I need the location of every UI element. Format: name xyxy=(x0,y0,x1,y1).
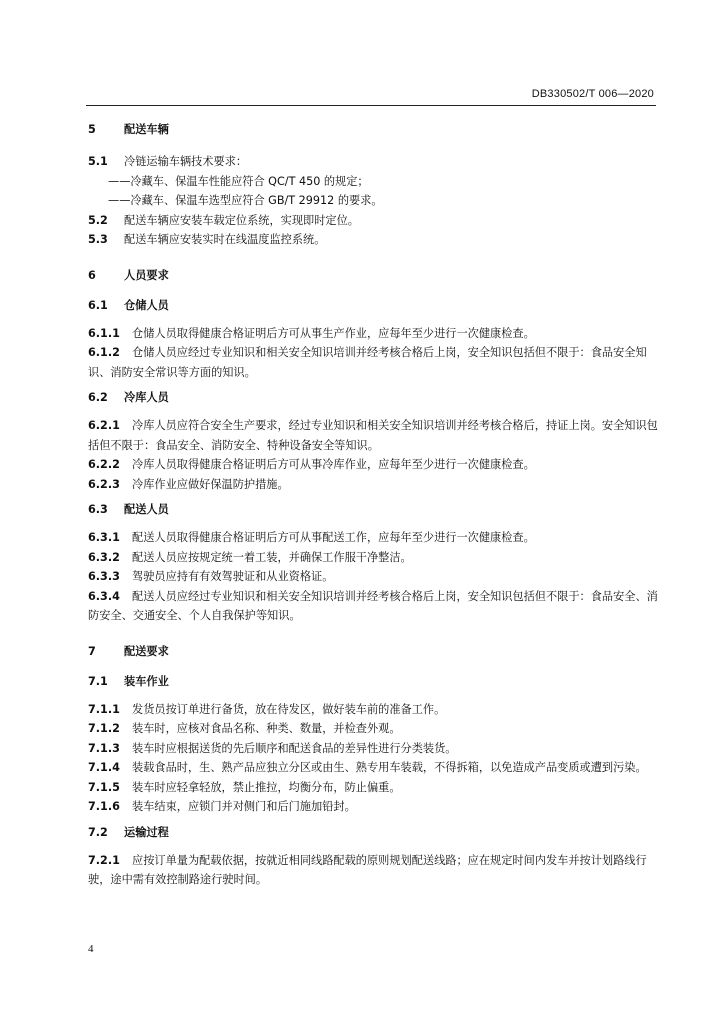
document-body xyxy=(88,112,658,890)
clause-text: 仓储人员应经过专业知识和相关安全知识培训并经考核合格后上岗，安全知识包括但不限于：食品安全知识、消防安全常识等方面的知识。 xyxy=(88,346,647,379)
subsection-number: 6.2 xyxy=(88,391,108,404)
clause xyxy=(88,567,658,587)
clause-text: 配送人员应按规定统一着工装，并确保工作服干净整洁。 xyxy=(132,550,412,564)
header-rule xyxy=(86,105,656,106)
clause-number: 7.1.1 xyxy=(88,702,120,716)
document-code: DB330502/T 006—2020 xyxy=(531,88,654,100)
clause-text: 配送车辆应安装车载定位系统，实现即时定位。 xyxy=(124,213,359,227)
subsection-title: 冷库人员 xyxy=(124,391,169,404)
subsection-heading xyxy=(88,298,658,314)
clause xyxy=(88,455,658,475)
clause-text: 应按订单量为配载依据，按就近相同线路配载的原则规划配送线路；应在规定时间内发车并按计划路线行驶，途中需有效控制路途行驶时间。 xyxy=(88,853,647,886)
clause xyxy=(88,778,658,798)
clause xyxy=(88,324,658,344)
clause-text: 冷库人员取得健康合格证明后方可从事冷库作业，应每年至少进行一次健康检查。 xyxy=(132,458,535,471)
subsection-title: 仓储人员 xyxy=(124,298,169,312)
clause-number: 6.2.2 xyxy=(88,458,120,471)
clause-number: 6.3.3 xyxy=(88,570,120,583)
clause-text: 装车时应轻拿轻放，禁止推拉，均衡分布，防止偏重。 xyxy=(132,780,401,794)
clause-number: 7.1.2 xyxy=(88,722,120,735)
clause-text: 冷库作业应做好保温防护措施。 xyxy=(132,477,289,491)
subsection-heading xyxy=(88,674,658,690)
clause-number: 7.1.4 xyxy=(88,761,120,774)
clause-number: 7.1.5 xyxy=(88,780,120,794)
clause-text: 发货员按订单进行备货，放在待发区，做好装车前的准备工作。 xyxy=(132,702,446,716)
subsection-number: 7.1 xyxy=(88,674,108,688)
clause xyxy=(88,230,658,250)
subsection-title: 装车作业 xyxy=(124,674,169,688)
clause xyxy=(88,851,658,890)
section-number: 5 xyxy=(88,123,96,136)
clause xyxy=(88,758,658,778)
subsection-number: 7.2 xyxy=(88,825,108,839)
clause-number: 6.3.2 xyxy=(88,550,120,564)
clause-text: 装车时，应核对食品名称、种类、数量，并检查外观。 xyxy=(132,722,401,735)
clause-number: 7.1.6 xyxy=(88,800,120,813)
clause-number: 7.1.3 xyxy=(88,741,120,755)
section-title: 人员要求 xyxy=(124,268,169,282)
subsection-number: 6.3 xyxy=(88,503,108,516)
list-item: ——冷藏车、保温车性能应符合 QC/T 450 的规定； xyxy=(108,174,369,188)
clause-text: 装车结束，应锁门并对侧门和后门施加铅封。 xyxy=(132,800,356,813)
clause xyxy=(88,343,658,382)
clause xyxy=(88,152,658,172)
clause xyxy=(88,475,658,495)
subsection-heading xyxy=(88,502,658,518)
clause-number: 6.3.1 xyxy=(88,531,120,544)
clause-text: 配送人员应经过专业知识和相关安全知识培训并经考核合格后上岗，安全知识包括但不限于：食品安全、消防安全、交通安全、个人自我保护等知识。 xyxy=(88,589,658,622)
subsection-number: 6.1 xyxy=(88,298,108,312)
clause-text: 装载食品时，生、熟产品应独立分区或由生、熟专用车装载，不得拆箱，以免造成产品变质或遭到污染。 xyxy=(132,761,647,774)
list-item: ——冷藏车、保温车选型应符合 GB/T 29912 的要求。 xyxy=(108,194,383,207)
clause-number: 6.3.4 xyxy=(88,589,120,603)
page-number: 4 xyxy=(88,943,94,955)
clause xyxy=(88,528,658,548)
subsection-title: 运输过程 xyxy=(124,825,169,839)
clause-text: 装车时应根据送货的先后顺序和配送食品的差异性进行分类装货。 xyxy=(132,741,457,755)
clause-number: 6.2.1 xyxy=(88,419,120,432)
section-number: 6 xyxy=(88,268,96,282)
clause-number: 7.2.1 xyxy=(88,853,120,867)
clause xyxy=(88,739,658,759)
clause-text: 配送人员取得健康合格证明后方可从事配送工作，应每年至少进行一次健康检查。 xyxy=(132,531,535,544)
clause-number: 6.1.2 xyxy=(88,346,120,359)
subsection-heading xyxy=(88,825,658,841)
section-title: 配送车辆 xyxy=(124,123,169,136)
clause xyxy=(88,211,658,231)
clause xyxy=(88,587,658,626)
clause xyxy=(88,548,658,568)
clause-text: 仓储人员取得健康合格证明后方可从事生产作业，应每年至少进行一次健康检查。 xyxy=(132,326,535,340)
clause-number: 5.1 xyxy=(88,155,108,168)
clause xyxy=(88,797,658,817)
section-number: 7 xyxy=(88,644,96,658)
clause xyxy=(88,719,658,739)
clause-text: 冷库人员应符合安全生产要求，经过专业知识和相关安全知识培训并经考核合格后，持证上岗。安全知识包括但不限于：食品安全、消防安全、特种设备安全等知识。 xyxy=(88,419,658,452)
section-heading xyxy=(88,268,658,284)
clause-number: 5.2 xyxy=(88,213,108,227)
section-title: 配送要求 xyxy=(124,644,169,658)
clause-text: 配送车辆应安装实时在线温度监控系统。 xyxy=(124,233,326,246)
clause-number: 5.3 xyxy=(88,233,108,246)
clause-number: 6.2.3 xyxy=(88,477,120,491)
clause-number: 6.1.1 xyxy=(88,326,120,340)
subsection-heading xyxy=(88,390,658,406)
subsection-title: 配送人员 xyxy=(124,503,169,516)
clause-text: 冷链运输车辆技术要求： xyxy=(124,155,248,168)
section-heading xyxy=(88,644,658,660)
clause xyxy=(88,700,658,720)
section-heading xyxy=(88,122,658,138)
clause xyxy=(88,416,658,455)
clause-text: 驾驶员应持有有效驾驶证和从业资格证。 xyxy=(132,570,334,583)
